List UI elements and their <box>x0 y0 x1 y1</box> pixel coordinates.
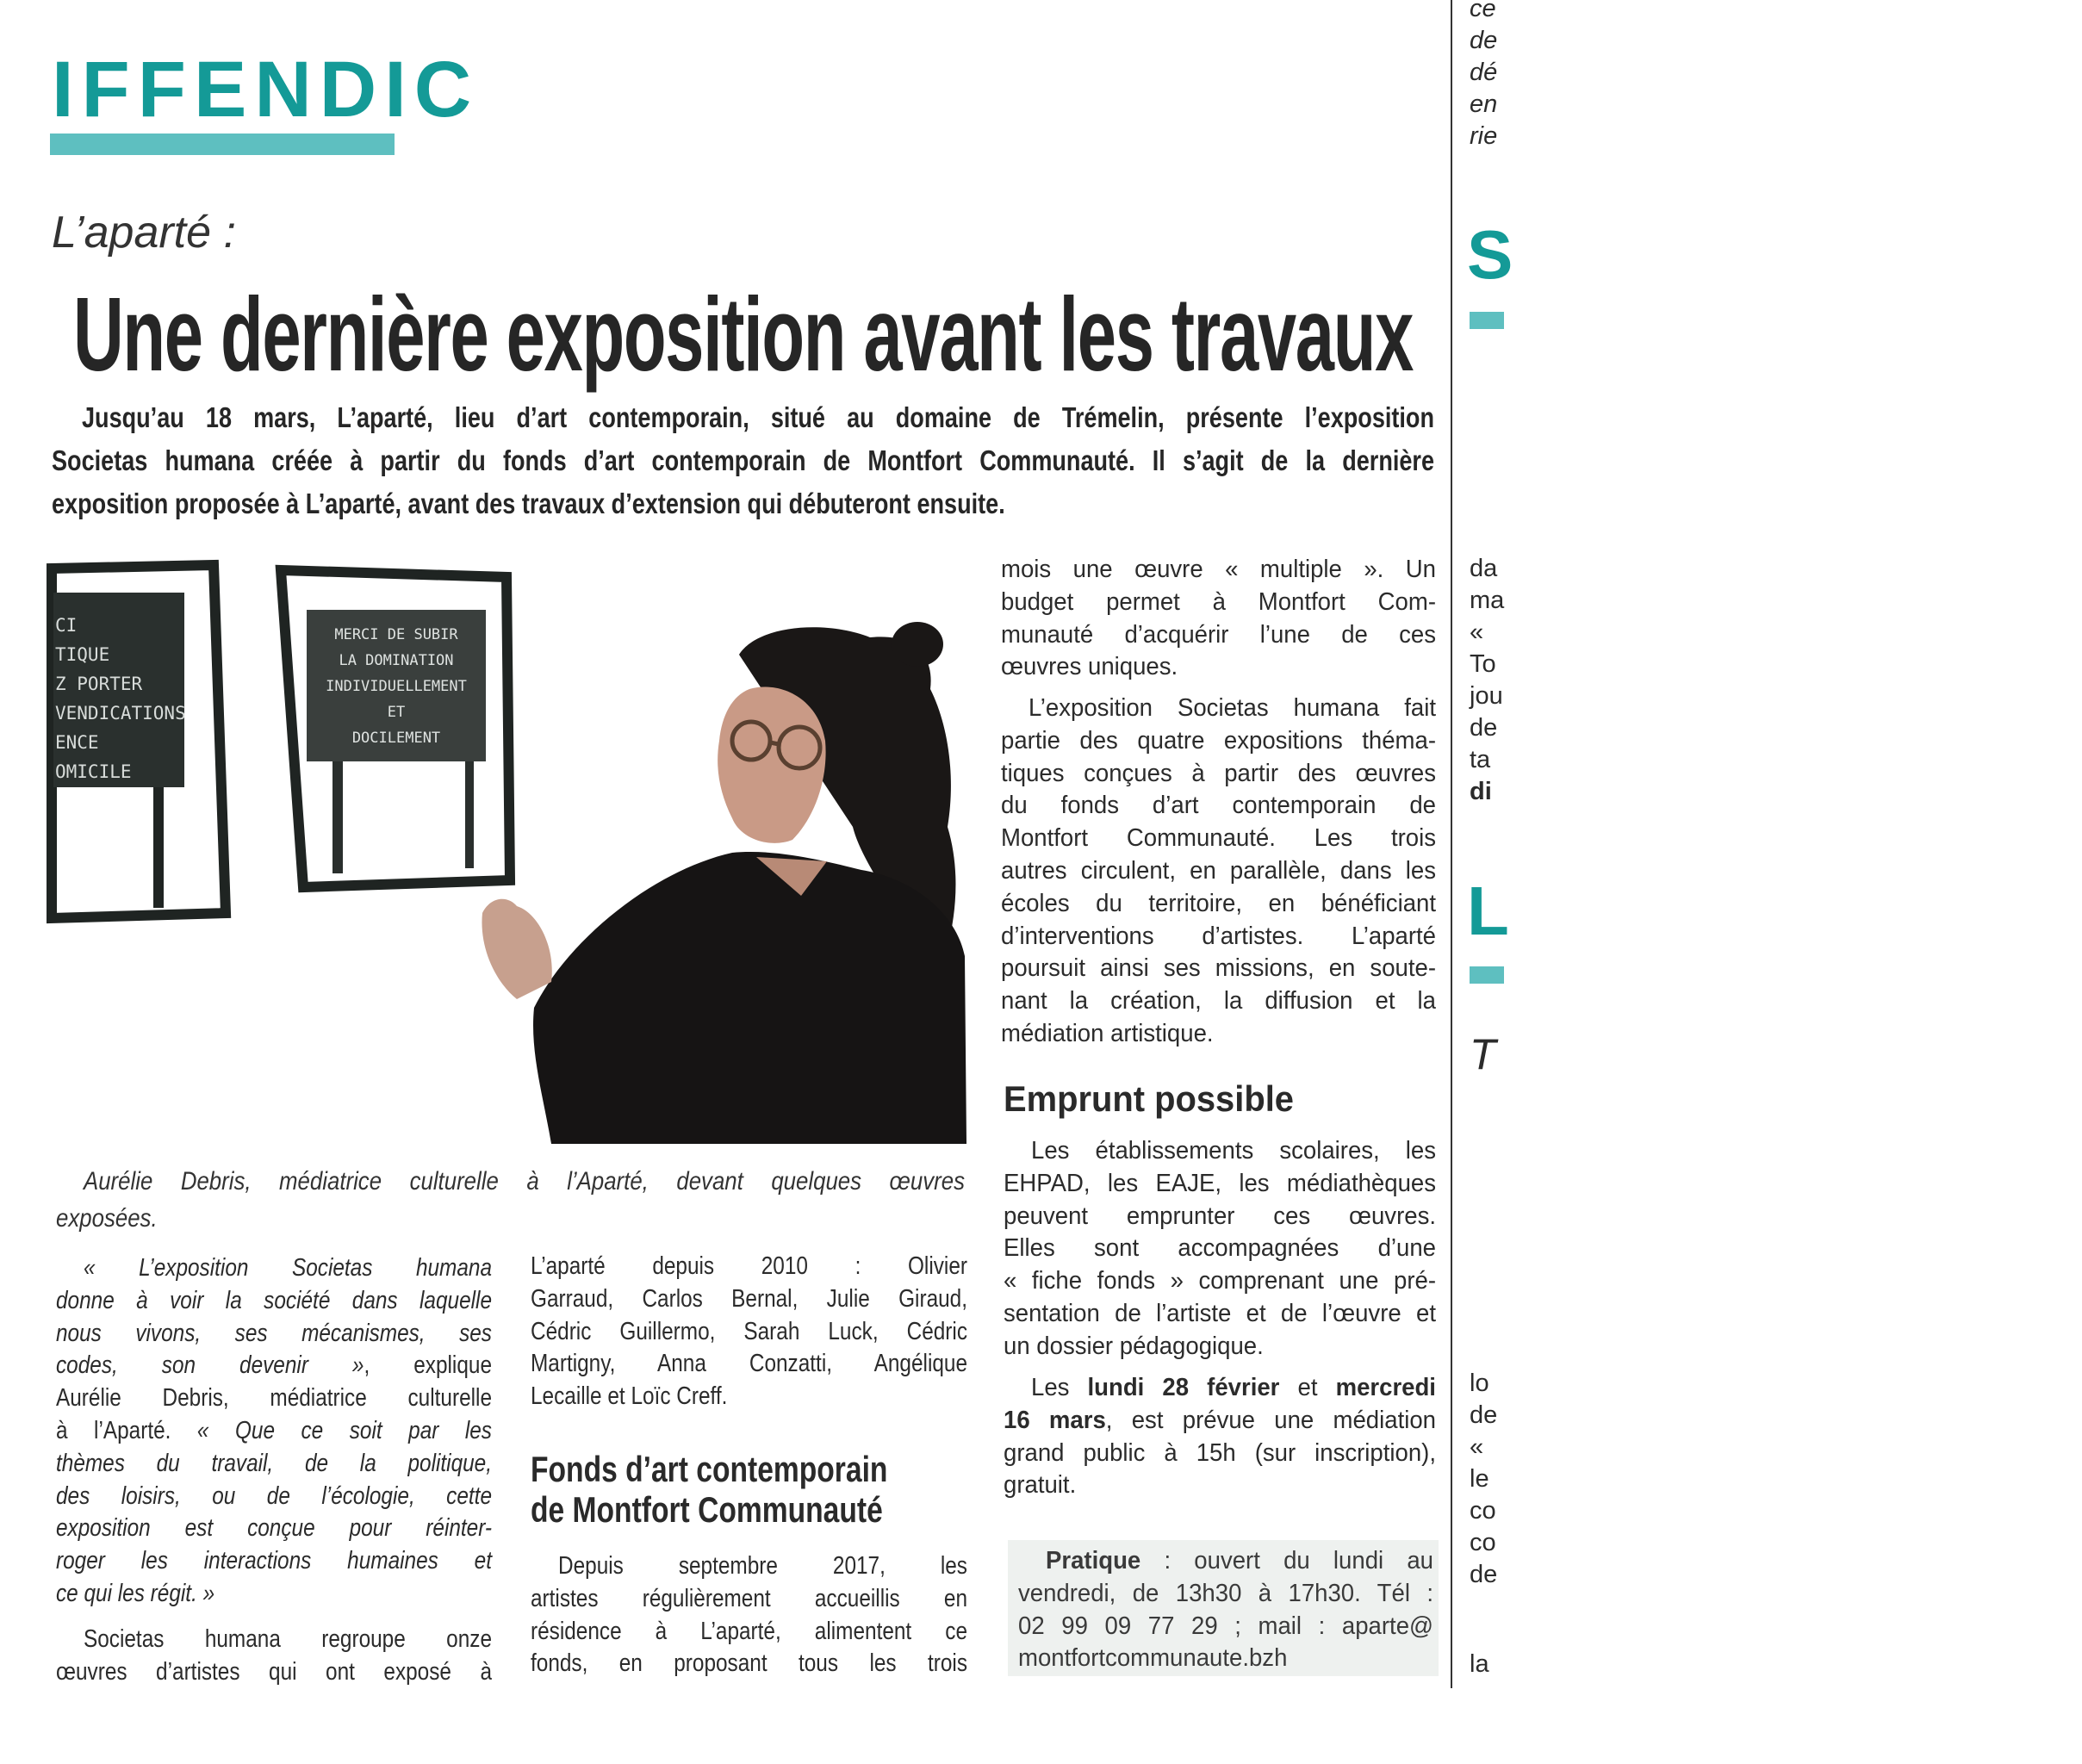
text-line <box>531 1348 967 1381</box>
text-run: L’aparté depuis 2010 : Olivier <box>531 1252 967 1280</box>
text-line <box>56 1448 492 1481</box>
next-section-heading-s: S <box>1467 216 1513 293</box>
text-run: EHPAD, les EAJE, les médiathèques <box>1004 1169 1437 1197</box>
next-section-heading-l: L <box>1467 873 1509 949</box>
text-line <box>1001 953 1436 985</box>
next-section-bar <box>1470 966 1504 984</box>
sign-right-text: MERCI DE SUBIR <box>334 626 458 643</box>
text-run: , explique <box>364 1351 492 1380</box>
text-run: tiques conçues à partir des œuvres <box>1001 759 1436 787</box>
text-line <box>56 1382 492 1415</box>
text-run: : ouvert du lundi au <box>1140 1547 1434 1575</box>
sign-left-text: CI <box>55 615 78 636</box>
text-run: exposition est conçue pour réinter- <box>56 1514 493 1543</box>
text-run: Depuis septembre 2017, les <box>558 1552 967 1580</box>
section-underline-bar <box>50 134 395 155</box>
article-lead <box>52 396 1434 525</box>
text-run: sentation de l’artiste et de l’œuvre et <box>1004 1299 1437 1327</box>
text-run: médiation artistique. <box>1001 1019 1214 1047</box>
text-run: et <box>1279 1374 1336 1401</box>
text-run: des loisirs, ou de l’écologie, cette <box>56 1481 492 1510</box>
text-line <box>1001 758 1436 791</box>
text-line <box>1001 587 1436 619</box>
text-run: lundi 28 février <box>1087 1374 1280 1401</box>
text-line <box>1001 725 1436 758</box>
sign-left-text: OMICILE <box>55 761 132 782</box>
text-line <box>1004 1135 1436 1168</box>
text-run: peuvent emprunter ces œuvres. <box>1004 1202 1437 1230</box>
text-line <box>56 1318 492 1351</box>
text-line <box>1004 1201 1436 1233</box>
text-run: un dossier pédagogique. <box>1004 1332 1264 1360</box>
text-run: codes, son devenir » <box>56 1351 364 1380</box>
text-line <box>531 1381 967 1413</box>
text-run: budget permet à Montfort Com- <box>1001 587 1436 616</box>
next-article-fragment: lo de « le co co de <box>1470 1370 1498 1588</box>
caption-line: exposées. <box>56 1204 158 1233</box>
text-run: 16 mars <box>1004 1406 1106 1434</box>
text-run: nant la création, la diffusion et la <box>1001 987 1436 1016</box>
text-line <box>1004 1372 1436 1405</box>
right-column-paragraph <box>1004 1372 1436 1502</box>
article-headline: Une dernière exposition avant les travaux <box>73 276 1413 393</box>
text-run: Les <box>1031 1374 1088 1401</box>
text-run: grand public à 15h (sur inscription), <box>1004 1438 1437 1467</box>
text-run: du fonds d’art contemporain de <box>1001 792 1437 820</box>
text-line <box>1001 823 1436 855</box>
text-run: Montfort Communauté. Les trois <box>1001 824 1436 853</box>
text-run: résidence à L’aparté, alimentent ce <box>531 1617 967 1645</box>
right-column-paragraph <box>1001 693 1436 1051</box>
article-photo <box>52 560 969 1146</box>
text-run: poursuit ainsi ses missions, en soute- <box>1001 954 1436 983</box>
text-line <box>1004 1331 1436 1363</box>
text-line <box>1018 1611 1433 1643</box>
next-article-fragment: da ma « To jou de ta di <box>1470 555 1505 805</box>
text-run: Aurélie Debris, médiatrice culturelle <box>56 1384 492 1413</box>
text-line <box>1001 921 1436 953</box>
text-line <box>56 1512 492 1545</box>
text-run: « fiche fonds » comprenant une pré- <box>1004 1267 1437 1295</box>
text-line <box>1004 1469 1436 1502</box>
text-run: « L’exposition Societas humana <box>84 1254 492 1282</box>
text-run: L’exposition Societas humana fait <box>1029 694 1436 722</box>
text-run: roger les interactions humaines et <box>56 1547 492 1575</box>
right-column-paragraph <box>1001 554 1436 684</box>
photo-caption <box>56 1163 965 1237</box>
text-run: partie des quatre expositions théma- <box>1001 726 1436 755</box>
text-line <box>1018 1643 1433 1675</box>
text-line <box>1004 1438 1436 1470</box>
text-run: Garraud, Carlos Bernal, Julie Giraud, <box>531 1284 967 1313</box>
text-line <box>1001 985 1436 1018</box>
lead-line: exposition proposée à L’aparté, avant des travaux d’extension qui débuteront ensuite. <box>52 488 1005 519</box>
text-line <box>531 1550 967 1583</box>
text-line <box>1018 1578 1433 1611</box>
text-line <box>1001 1018 1436 1051</box>
text-run: Pratique <box>1046 1547 1141 1575</box>
article-kicker: L’aparté : <box>52 208 236 258</box>
lead-line: Jusqu’au 18 mars, L’aparté, lieu d’art contemporain, situé au domaine de Trémelin, présente l’exposition <box>82 401 1435 433</box>
sign-right-text: DOCILEMENT <box>351 730 441 747</box>
text-line <box>1001 790 1436 823</box>
middle-column-paragraph <box>531 1251 967 1413</box>
text-line <box>531 1583 967 1616</box>
lead-line: Societas humana créée à partir du fonds d’art contemporain de Montfort Communauté. Il s’agit de la dernière <box>52 444 1435 476</box>
middle-column-paragraph <box>531 1550 967 1680</box>
text-run: écoles du territoire, en bénéficiant <box>1001 889 1436 917</box>
text-run: à l’Aparté. <box>56 1416 197 1444</box>
column-divider <box>1451 0 1452 1688</box>
text-run: œuvres d’artistes qui ont exposé à <box>56 1657 492 1686</box>
left-column-quote <box>56 1252 492 1611</box>
next-article-kicker-fragment: T <box>1470 1030 1496 1078</box>
text-run: Cédric Guillermo, Sarah Luck, Cédric <box>531 1317 968 1345</box>
text-line <box>1001 855 1436 888</box>
text-run: artistes régulièrement accueillis en <box>531 1584 968 1612</box>
text-line <box>56 1252 492 1285</box>
sign-right-text: INDIVIDUELLEMENT <box>326 678 467 695</box>
pratique-info-text <box>1018 1545 1433 1675</box>
text-line <box>56 1578 492 1611</box>
text-run: montfortcommunaute.bzh <box>1018 1644 1288 1673</box>
sign-left-text: Z PORTER <box>55 674 143 694</box>
text-line <box>531 1616 967 1649</box>
caption-line: Aurélie Debris, médiatrice culturelle à l’Aparté, devant quelques œuvres <box>84 1167 965 1196</box>
right-column-paragraph <box>1004 1135 1436 1363</box>
text-run: d’interventions d’artistes. L’aparté <box>1001 922 1436 950</box>
text-line <box>1004 1405 1436 1438</box>
text-line <box>56 1350 492 1382</box>
subheading-line: Emprunt possible <box>1004 1078 1294 1119</box>
text-run: « Que ce soit par les <box>196 1416 492 1444</box>
text-line <box>56 1624 492 1656</box>
text-line <box>56 1656 492 1689</box>
text-run: vendredi, de 13h30 à 17h30. Tél : <box>1018 1579 1434 1607</box>
text-line <box>1004 1168 1436 1201</box>
text-line <box>56 1545 492 1578</box>
text-line <box>1001 619 1436 652</box>
text-run: Elles sont accompagnées d’une <box>1004 1234 1437 1263</box>
subheading-fonds <box>531 1449 967 1530</box>
text-run: fonds, en proposant tous les trois <box>531 1649 968 1678</box>
text-line <box>1004 1265 1436 1298</box>
text-line <box>1001 888 1436 921</box>
text-run: nous vivons, ses mécanismes, ses <box>56 1319 492 1347</box>
text-run: gratuit. <box>1004 1471 1077 1500</box>
sign-left-text: ENCE <box>55 732 99 753</box>
text-run: œuvres uniques. <box>1001 653 1178 681</box>
text-line <box>1001 554 1436 587</box>
text-run: Les établissements scolaires, les <box>1031 1137 1436 1165</box>
text-run: ce qui les régit. » <box>56 1579 215 1607</box>
sign-left-text: TIQUE <box>55 644 110 665</box>
text-run: Societas humana regroupe onze <box>84 1625 493 1653</box>
sign-right-text: ET <box>387 704 406 721</box>
text-run: mois une œuvre « multiple ». Un <box>1001 556 1436 583</box>
text-line <box>1001 651 1436 684</box>
subheading-emprunt <box>1004 1078 1439 1119</box>
text-run: , est prévue une médiation <box>1105 1406 1436 1434</box>
next-article-fragment: ce de dé en rie <box>1470 0 1498 150</box>
text-run: 02 99 09 77 29 ; mail : aparte@ <box>1018 1612 1433 1640</box>
text-line <box>1001 693 1436 725</box>
section-title: IFFENDIC <box>52 46 480 134</box>
text-run: Lecaille et Loïc Creff. <box>531 1382 728 1411</box>
text-line <box>1018 1545 1433 1578</box>
text-line <box>1004 1298 1436 1331</box>
text-line <box>531 1648 967 1680</box>
sign-right-text: LA DOMINATION <box>339 652 454 669</box>
text-run: autres circulent, en parallèle, dans les <box>1001 856 1436 885</box>
text-line <box>56 1481 492 1513</box>
subheading-line: Fonds d’art contemporain <box>531 1449 888 1489</box>
sign-left-text: VENDICATIONS <box>55 703 186 724</box>
next-section-bar <box>1470 312 1504 329</box>
text-line <box>531 1316 967 1349</box>
text-run: thèmes du travail, de la politique, <box>56 1449 492 1477</box>
text-run: Martigny, Anna Conzatti, Angélique <box>531 1350 968 1378</box>
text-line <box>1004 1233 1436 1265</box>
text-run: mercredi <box>1335 1374 1436 1401</box>
text-line <box>56 1415 492 1448</box>
text-run: munauté d’acquérir l’une de ces <box>1001 620 1436 649</box>
subheading-line: de Montfort Communauté <box>531 1489 883 1530</box>
text-line <box>531 1283 967 1316</box>
left-column-paragraph <box>56 1624 492 1689</box>
text-run: donne à voir la société dans laquelle <box>56 1286 493 1314</box>
next-article-fragment: la <box>1470 1650 1489 1678</box>
text-line <box>531 1251 967 1283</box>
text-line <box>56 1285 492 1318</box>
